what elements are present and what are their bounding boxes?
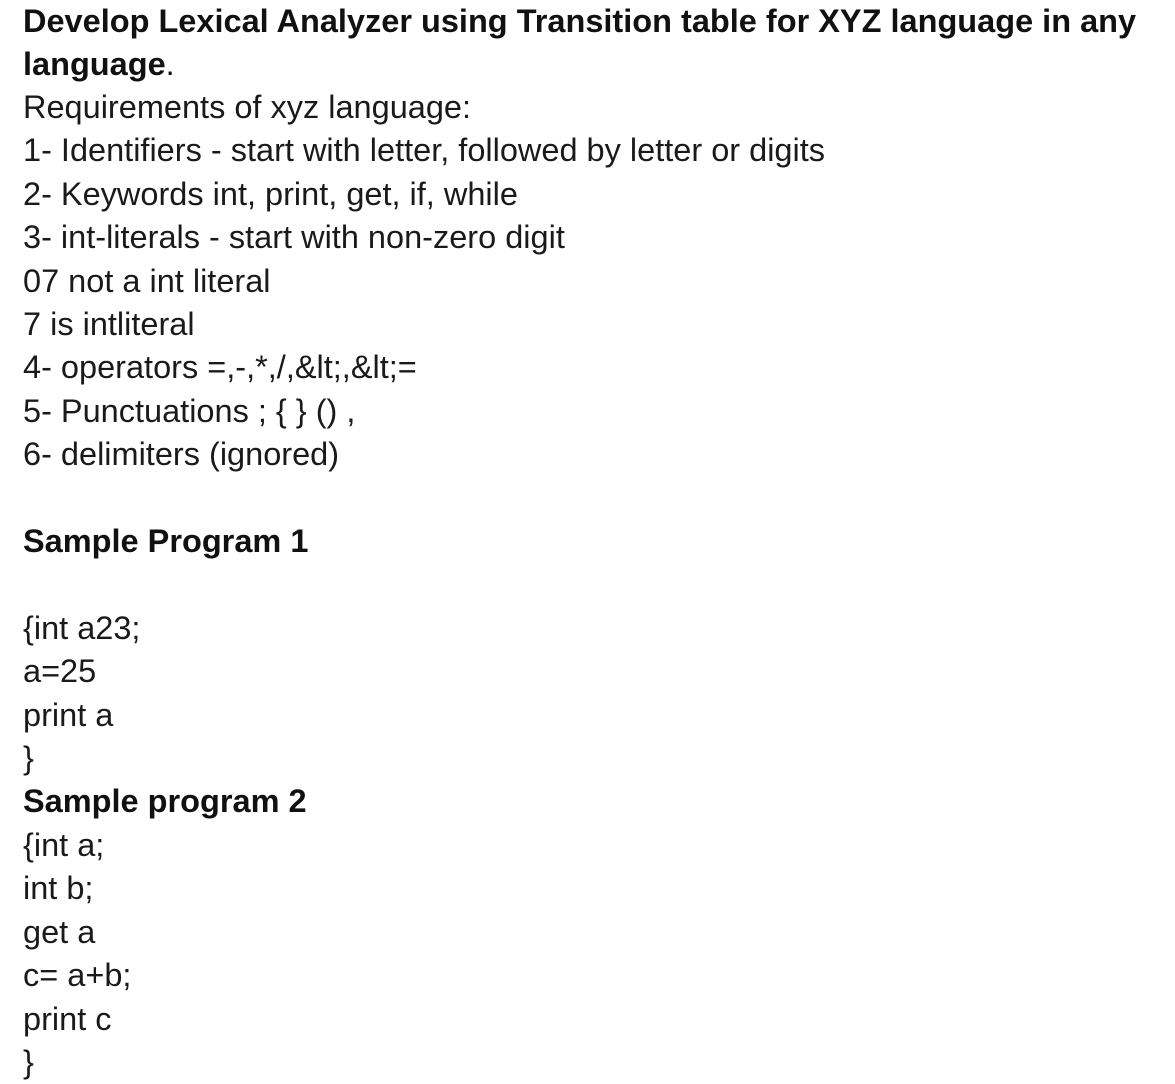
document <box>23 0 1163 1084</box>
sample-program-1 <box>23 520 1163 780</box>
title-text: Develop Lexical Analyzer using Transition table for XYZ language in any language <box>23 3 1137 82</box>
requirement-item: 4- operators =,-,*,/,&lt;,&lt;= <box>23 349 417 386</box>
spacer <box>23 477 1163 520</box>
requirement-item: 1- Identifiers - start with letter, followed by letter or digits <box>23 132 825 169</box>
spacer <box>23 563 1163 606</box>
code-line: } <box>23 740 34 777</box>
requirement-item: 7 is intliteral <box>23 306 195 343</box>
requirement-item: 2- Keywords int, print, get, if, while <box>23 175 518 212</box>
code-line: c= a+b; <box>23 957 132 994</box>
sample-program-2 <box>23 780 1163 1084</box>
document-title <box>23 0 1163 86</box>
requirement-item: 07 not a int literal <box>23 262 271 299</box>
requirement-item: 3- int-literals - start with non-zero digit <box>23 219 565 256</box>
code-line: } <box>23 1043 34 1080</box>
requirement-item: 5- Punctuations ; { } () , <box>23 392 356 429</box>
code-line: print a <box>23 696 114 733</box>
requirements-heading: Requirements of xyz language: <box>23 89 472 125</box>
code-line: {int a23; <box>23 609 141 646</box>
code-line: a=25 <box>23 653 97 690</box>
code-line: {int a; <box>23 826 105 863</box>
requirements-section <box>23 86 1163 477</box>
code-line: print c <box>23 1000 112 1037</box>
code-line: int b; <box>23 870 94 907</box>
requirement-item: 6- delimiters (ignored) <box>23 436 340 473</box>
code-line: get a <box>23 913 96 950</box>
sample-1-heading: Sample Program 1 <box>23 523 309 560</box>
sample-2-heading: Sample program 2 <box>23 783 307 820</box>
title-period: . <box>165 46 175 82</box>
